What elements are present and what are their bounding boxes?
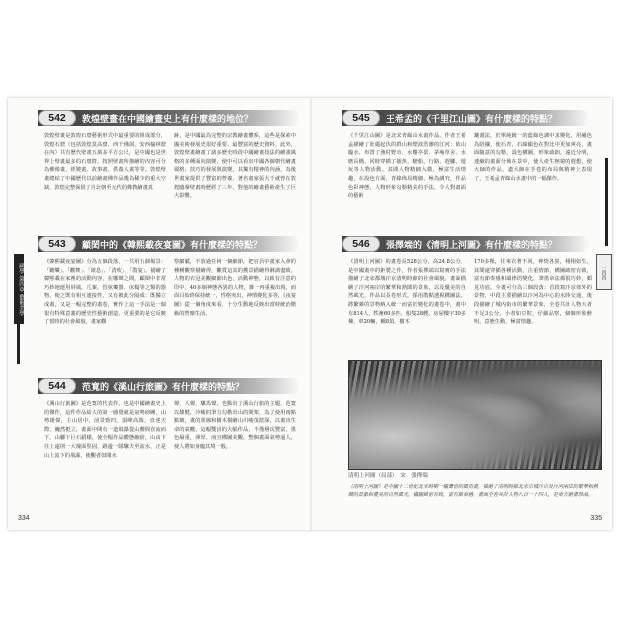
answer-column: 察細膩，不放過任何一個細節，把官員中畫家入會的種種觀察描繪得，觀賞這其的獲景描繪得淋漓盡致。人物的衣冠美觀細節出色，活動神態，以致有注意的印中，40多個神態各異的人物，雜一再重複出現，而面目始終保持統一，性格突出，神情變化多等，《夜宴圖》從一個角度來看，十分生動地反映出當時統治階級的營靡生活。 [174, 259, 296, 317]
question-title: 顧閎中的《韓熙載夜宴圖》有什麼樣的特點？ [82, 240, 263, 251]
painting-image [348, 360, 602, 470]
answer-column: 《韓熙載夜宴圖》分為五個段落，一共用五個場景：「聽樂」、「觀舞」、「歇息」、「清吹」、「散宴」。描繪了韓熙載在家裡的活動內容，在哪聲之間，顧閎中非常巧妙地運用屏風，几案、管弦樂器、床榻等之類的器物，使之既有相互連接性，又有被此分隔成：既獨立成畫，又是一幅完整的畫卷，實作上這一手法是一個很有特殊意義的歷史性藝術創造，更重要的是它反映了當時的社會風貌，畫家觀 [44, 259, 166, 326]
question-title: 敦煌壁畫在中國繪畫史上有什麼樣的地位？ [82, 114, 254, 125]
question-header [38, 110, 300, 126]
question-header [38, 236, 300, 252]
image-note: 《清明上河圖》是中國十二世紀北宋時期一幅傳世的風俗畫，描繪了清明時節北宋京城汴京及汴河兩岸的繁華和熱鬧的景象和優美的自然風光，構圖縝密有致，富有節奏感，畫面全卷共計人物八百一十四人，是東方繪畫珍品。 [348, 484, 599, 498]
question-number: 544 [38, 378, 76, 394]
question-number: 546 [342, 236, 380, 252]
right-page [312, 98, 612, 530]
question-number: 543 [38, 236, 76, 252]
answer-column: 跡，是中國最為完整的宗教繪畫體系，這些是探索中國美術發展史很好重要、最豐富的歷史資料。此外，敦煌壁畫繪畫了諸多歷史時段中國繪畫技法的繪畫風格的多種面向演變，使中可以看出中國各個朝代繪畫風格、技巧的發展與演變，其獨有精神的內涵，為後世畫家提供了豐富的營養，著名畫家張大千就曾在敦煌臨摹壁畫時歷經了三年，對他的繪畫藝術產生了巨大影響。 [174, 133, 296, 200]
page-number: 335 [590, 515, 602, 522]
answer-column: 170多棵，往來衣著不同，神情各異，栩栩如生，其間還穿插各種活動，注重情節，構圖疏密有致，富有節奏感和韻律的變化，筆墨章法都很巧妙，頗見功底。全畫可分為三個段落：首段寫汴京郊外的景物，中段主要描繪以汴河為中心的水陸交通，後段描繪了城內街市的繁華景象，全卷共計人物大者不足3公分，小者如豆粒，仔細品察，個個形象鮮明，意態生動，極富情趣。 [474, 259, 592, 326]
chapter-bar [17, 324, 20, 364]
question-header [342, 110, 590, 126]
answer-column: 敦煌壁畫是敦煌石窟藝術形式中最重要的組成部分，敦煌石窟（包括敦煌莫高窟、西千佛洞、安西榆林窟在內）共有歷代壁畫五萬多平方公尺，是中國也是世界上壁畫最多的石窟群，按照壁畫所描繪的內容可分為佛像畫、經變畫、故事畫、供養人畫等等。敦煌壁畫總結了中國歷代以前繪畫佛作品幾為稀少的重大空缺，敦煌完整保留了自北朝至元代的佛教繪畫真 [44, 133, 166, 191]
question-title: 張擇端的《清明上河圖》有什麼樣的特點？ [386, 240, 558, 251]
answer-text [44, 400, 296, 500]
chapter-tab: 國學 第四章 藝術美學 [14, 254, 24, 324]
answer-column: 《千里江山圖》是北宋青綠山水畫作品，作者王希孟描繪了壯麗起伏的群山和煙波浩渺的江河：依山臨水，布置了漁村野市、水榭亭臺、茅庵草舍、水磨長橋，同時穿插了捕魚、駛船、行路、趕腳、遊玩等人物活動。其間人物精細入微，極富生活情趣，在設色方面，青綠佈局精細，極為講究，作品色彩神態，人物形象勾勒精美的手法，令人對畫面的藝術 [348, 133, 466, 200]
question-title: 王希孟的《千里江山圖》有什麼樣的特點？ [386, 114, 558, 125]
question-title: 范寬的《溪山行旅圖》有什麼樣的特點？ [82, 382, 245, 393]
image-caption: 清明上河圖（局部） 宋 張擇端 [348, 473, 428, 479]
page-number: 334 [18, 515, 30, 522]
answer-text [44, 132, 296, 234]
answer-column: 鑲畫法，於單純統一的藍綠色調中求變化，用赭色為陪襯，使石青，石綠顯色在對比中更加爽亮，畫面隨意的勾勒，設色構圖，形象疏朗，遠近分明，連續的畫面分佈在景中，使人產生無窮的遐想，使大師的作品，盡大師在手卷的布局與精神上表現了，王希孟青綠山水畫中的一幅傑作。 [474, 133, 592, 182]
page-tab: 一四四 [596, 254, 612, 290]
book-spread [8, 98, 612, 530]
answer-text [348, 258, 592, 354]
left-page [8, 98, 310, 530]
page-bar [605, 158, 608, 246]
answer-text [348, 132, 592, 234]
question-header [342, 236, 590, 252]
answer-column: 《清明上河圖》的畫卷長528公分，高24.8公分，是中國畫中的鉅製之作，作者張擇端以寫實的手法描繪了北宋都城汴京清明時節的社會風貌，畫面描繪了汴河兩岸的繁華和熱鬧的景象，以及優美的自然風光，作品以長卷形式，採用散點透視構圖法，將繁雜的景物納入統一而富於變化的畫卷中，畫中有814人，牲畜60多匹，船隻28艘，房屋樓宇30多棟，車20輛，轎8頂，樹木 [348, 259, 466, 326]
question-number: 542 [38, 110, 76, 126]
answer-text [44, 258, 296, 370]
question-header [38, 378, 300, 394]
question-number: 545 [342, 110, 380, 126]
answer-column: 聲，人聲，騾馬聲，也點出了溪山行旅的主題，范寬以雄健，冷峻的筆力勾勒出山的間架，為了使用雨點點皴，畫的墨線和樹木描繪山川峻茂陰深，以畫出生命的氣概，這幅雙員的大幅作品，不僅層次豐富，墨色凝重，渾厚，而且構圖美觀，整個畫面氣勢逼人，使人將如身臨其境一般。 [174, 401, 296, 450]
answer-column: 《溪山行旅圖》是范寬的代表作，也是中國繪畫史上的傑作，這件作品給人的第一感覺就是氣勢磅礡，山勢雄偉，主山居中，前景勁凹，頂峰高聳，直達天際，巍然挺立，畫面中間有一道飛瀑從山腰間直流而下，山腳下巨石錯樣，使全幅作品體態縮紛，山由下往上遠則一大塊面堅固，路邊一隊騾夫至流水，正是山上流下的飛瀑，使觀者如聞水 [44, 401, 166, 459]
